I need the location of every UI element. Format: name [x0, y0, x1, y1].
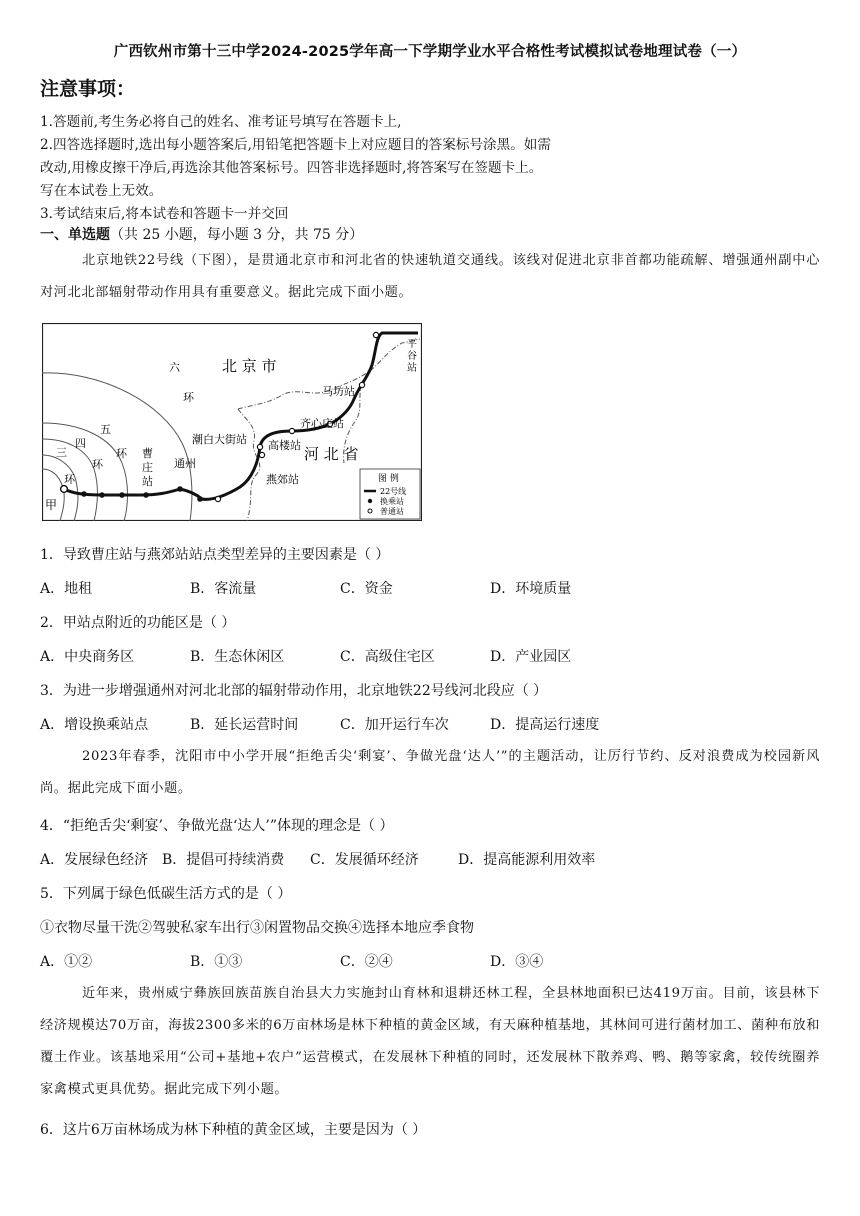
notice-line-3: 改动,用橡皮擦干净后,再选涂其他答案标号。四答非选择题时,将答案写在签题卡上。	[40, 160, 543, 176]
question-2-stem: 2．甲站点附近的功能区是（ ）	[40, 615, 236, 631]
station-pinggu	[373, 332, 378, 337]
label-ring-5-b: 环	[116, 447, 127, 460]
label-qixinzhuang: 齐心庄站	[300, 417, 344, 430]
notice-heading: 注意事项：	[40, 78, 136, 100]
station-mafang	[359, 382, 364, 387]
label-chaobaihe: 潮白大街站	[192, 433, 247, 446]
question-6-stem: 6．这片6万亩林场成为林下种植的黄金区域，主要是因为（ ）	[40, 1122, 427, 1138]
notice-line-5: 3.考试结束后,将本试卷和答题卡一并交回	[40, 206, 289, 222]
question-4-stem: 4．“拒绝舌尖‘剩宴’、争做光盘‘达人’”体现的理念是（ ）	[40, 818, 394, 834]
passage-2: 2023年春季，沈阳市中小学开展“拒绝舌尖‘剩宴’、争做光盘‘达人’”的主题活动，让厉行节约、反对浪费成为校园新风尚。据此完成下面小题。	[40, 749, 820, 796]
label-caozhuang-2: 庄	[142, 461, 153, 474]
question-3-stem: 3．为进一步增强通州对河北北部的辐射带动作用，北京地铁22号线河北段应（ ）	[40, 683, 548, 699]
notice-line-2: 2.四答选择题时,选出每小题答案后,用铅笔把答题卡上对应题目的答案标号涂黑。如需	[40, 137, 551, 153]
q2-option-b[interactable]: B．生态休闲区	[190, 649, 285, 665]
q1-option-d[interactable]: D．环境质量	[490, 581, 572, 597]
legend-normal: 普通站	[380, 507, 404, 516]
q2-option-c[interactable]: C．高级住宅区	[340, 649, 435, 665]
passage-1: 北京地铁22号线（下图），是贯通北京市和河北省的快速轨道交通线。该线对促进北京非首都功能疏解、增强通州副中心对河北北部辐射带动作用具有重要意义。据此完成下面小题。	[40, 253, 820, 300]
label-pinggu-3: 站	[407, 363, 417, 374]
legend-line: 22号线	[380, 487, 407, 496]
label-ring-3-b: 环	[64, 473, 75, 486]
label-ring-4-b: 环	[92, 458, 103, 471]
notice-line-1: 1.答题前,考生务必将自己的姓名、准考证号填写在答题卡上,	[40, 114, 402, 130]
label-ring-4-a: 四	[75, 437, 86, 450]
question-5-stem: 5．下列属于绿色低碳生活方式的是（ ）	[40, 886, 292, 902]
subway-line-22-map	[42, 323, 422, 521]
q4-option-b[interactable]: B．提倡可持续消费	[162, 852, 285, 868]
label-hebei: 河 北 省	[304, 445, 359, 463]
section-note: （共 25 小题，每小题 3 分，共 75 分）	[110, 227, 364, 243]
label-ring-6-b: 环	[183, 391, 194, 404]
q1-option-c[interactable]: C．资金	[340, 581, 393, 597]
label-pinggu-2: 谷	[407, 351, 417, 362]
station-yanjiao	[259, 452, 264, 457]
q1-option-b[interactable]: B．客流量	[190, 581, 257, 597]
passage-3: 近年来，贵州威宁彝族回族苗族自治县大力实施封山育林和退耕还林工程，全县林地面积已达419万亩。目前，该县林下经济规模达70万亩，海拔2300多米的6万亩林场是林下种植的黄金区域，有天麻种植基地，其林间可进行菌材加工、菌种布放和覆土作业。该基地采用“公司+基地+农户”运营模式，在发展林下种植的同时，还发展林下散养鸡、鸭、鹅等家禽，较传统圈养家禽模式更具优势。据此完成下列小题。	[40, 986, 820, 1097]
legend-title: 图 例	[378, 474, 399, 484]
station-caozhuang	[143, 492, 149, 498]
notice-line-4: 写在本试卷上无效。	[40, 183, 163, 199]
station-normal	[215, 496, 220, 501]
station-gaolou	[289, 428, 294, 433]
station-transfer	[81, 491, 87, 497]
legend-transfer: 换乘站	[380, 497, 404, 506]
section-heading	[40, 224, 363, 244]
label-gaolou: 高楼站	[268, 439, 301, 452]
question-5-items: ①衣物尽量干洗②驾驶私家车出行③闲置物品交换④选择本地应季食物	[40, 920, 474, 936]
label-ring-6-a: 六	[169, 361, 180, 374]
station-transfer	[99, 492, 105, 498]
label-ring-3-a: 三	[56, 446, 67, 459]
label-beijing: 北 京 市	[222, 357, 277, 375]
label-jia: 甲	[45, 498, 58, 512]
q5-option-b[interactable]: B．①③	[190, 954, 243, 970]
station-jia	[61, 486, 68, 493]
station-chaobaihe	[257, 444, 262, 449]
q1-option-a[interactable]: A．地租	[40, 581, 93, 597]
q3-option-c[interactable]: C．加开运行车次	[340, 717, 449, 733]
q4-option-d[interactable]: D．提高能源利用效率	[458, 852, 596, 868]
q5-option-a[interactable]: A．①②	[40, 954, 93, 970]
q3-option-d[interactable]: D．提高运行速度	[490, 717, 600, 733]
exam-title: 广西钦州市第十三中学2024-2025学年高一下学期学业水平合格性考试模拟试卷地理试卷（一）	[113, 44, 747, 60]
q3-option-a[interactable]: A．增设换乘站点	[40, 717, 149, 733]
label-mafang: 马坊站	[322, 385, 355, 398]
label-pinggu-1: 平	[407, 339, 417, 350]
label-caozhuang-1: 曹	[142, 447, 153, 460]
station-transfer	[197, 496, 203, 502]
q4-option-a[interactable]: A．发展绿色经济	[40, 852, 149, 868]
station-transfer	[177, 486, 183, 492]
label-caozhuang-3: 站	[142, 475, 153, 488]
q5-option-d[interactable]: D．③④	[490, 954, 544, 970]
label-yanjiao: 燕郊站	[266, 473, 299, 486]
map-legend	[360, 469, 420, 519]
station-transfer	[119, 492, 125, 498]
q2-option-a[interactable]: A．中央商务区	[40, 649, 135, 665]
section-label: 一、单选题	[40, 227, 110, 243]
q4-option-c[interactable]: C．发展循环经济	[310, 852, 419, 868]
q2-option-d[interactable]: D．产业园区	[490, 649, 572, 665]
q3-option-b[interactable]: B．延长运营时间	[190, 717, 299, 733]
label-tongzhou: 通州	[174, 457, 196, 470]
q5-option-c[interactable]: C．②④	[340, 954, 393, 970]
question-1-stem: 1．导致曹庄站与燕郊站站点类型差异的主要因素是（ ）	[40, 547, 390, 563]
label-ring-5-a: 五	[100, 423, 111, 436]
